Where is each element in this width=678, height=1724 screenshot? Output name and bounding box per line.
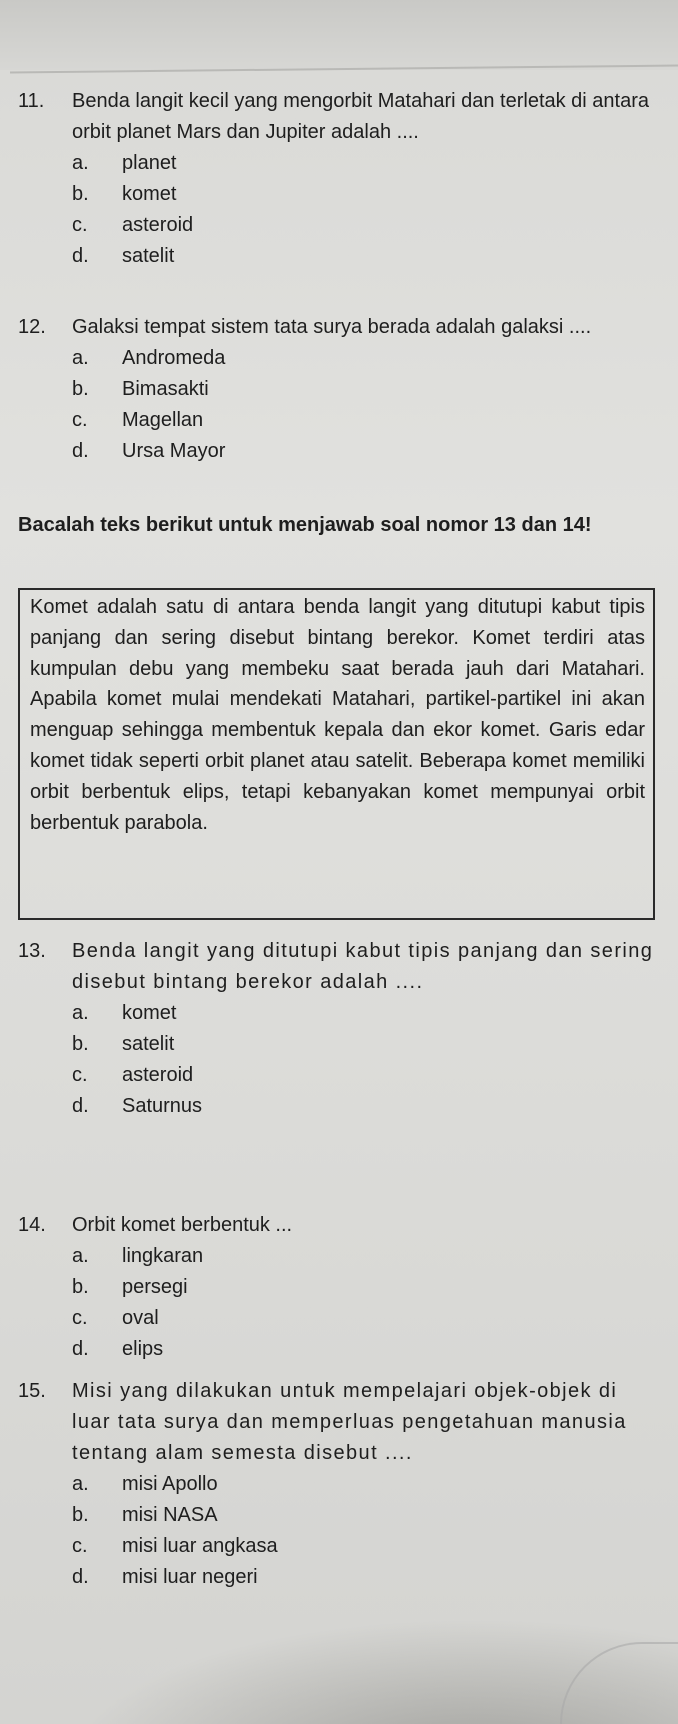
option-d[interactable] bbox=[72, 1091, 658, 1122]
option-letter: a. bbox=[72, 347, 89, 369]
options-list bbox=[72, 1241, 658, 1365]
option-value: misi luar angkasa bbox=[122, 1535, 278, 1557]
option-letter: b. bbox=[72, 1504, 89, 1526]
option-letter: d. bbox=[72, 1338, 89, 1360]
page-top-edge bbox=[0, 0, 678, 70]
question-number: 14. bbox=[18, 1214, 46, 1236]
question-14 bbox=[18, 1210, 658, 1365]
option-b[interactable] bbox=[72, 374, 658, 405]
option-letter: c. bbox=[72, 214, 88, 236]
reading-passage-text: Komet adalah satu di antara benda langit yang ditutupi kabut tipis panjang dan sering disebut bintang berekor. Komet terdiri atas kumpulan debu yang membeku saat berada jauh dari Matahari. Apabila komet mulai mendekati Matahari, partikel-partikel ini akan menguap sehingga membentuk kepala dan ekor komet. Garis edar komet tidak seperti orbit planet atau satelit. Beberapa komet memiliki orbit berbentuk elips, tetapi kebanyakan komet mempunyai orbit berbentuk parabola. bbox=[30, 596, 645, 834]
question-text: Galaksi tempat sistem tata surya berada adalah galaksi .... bbox=[72, 316, 592, 338]
option-value: Magellan bbox=[122, 409, 204, 431]
question-11 bbox=[18, 86, 658, 272]
question-number: 11. bbox=[18, 90, 45, 112]
question-13 bbox=[18, 936, 658, 1122]
option-b[interactable] bbox=[72, 1029, 658, 1060]
option-b[interactable] bbox=[72, 1272, 658, 1303]
option-value: oval bbox=[122, 1307, 159, 1329]
options-list bbox=[72, 1469, 658, 1593]
option-value: komet bbox=[122, 1002, 177, 1024]
option-value: Ursa Mayor bbox=[122, 440, 226, 462]
option-value: Bimasakti bbox=[122, 378, 209, 400]
option-letter: a. bbox=[72, 1245, 89, 1267]
option-d[interactable] bbox=[72, 1562, 658, 1593]
option-letter: a. bbox=[72, 1002, 89, 1024]
question-text: Misi yang dilakukan untuk mempelajari objek-objek di luar tata surya dan memperluas pengetahuan manusia tentang alam semesta disebut .... bbox=[72, 1380, 627, 1464]
option-value: misi Apollo bbox=[122, 1473, 218, 1495]
option-value: satelit bbox=[122, 245, 175, 267]
question-12 bbox=[18, 312, 658, 467]
option-letter: b. bbox=[72, 183, 89, 205]
option-b[interactable] bbox=[72, 179, 658, 210]
option-value: lingkaran bbox=[122, 1245, 204, 1267]
option-value: misi luar negeri bbox=[122, 1566, 258, 1588]
option-letter: c. bbox=[72, 1064, 88, 1086]
option-letter: a. bbox=[72, 152, 89, 174]
question-15 bbox=[18, 1376, 658, 1593]
option-value: elips bbox=[122, 1338, 164, 1360]
reading-instruction: Bacalah teks berikut untuk menjawab soal nomor 13 dan 14! bbox=[18, 514, 592, 536]
option-value: persegi bbox=[122, 1276, 188, 1298]
option-c[interactable] bbox=[72, 405, 658, 436]
option-b[interactable] bbox=[72, 1500, 658, 1531]
worksheet-page bbox=[0, 72, 678, 1724]
option-d[interactable] bbox=[72, 241, 658, 272]
option-value: asteroid bbox=[122, 214, 194, 236]
option-c[interactable] bbox=[72, 1303, 658, 1334]
option-d[interactable] bbox=[72, 436, 658, 467]
option-letter: c. bbox=[72, 1307, 88, 1329]
option-c[interactable] bbox=[72, 1531, 658, 1562]
option-value: komet bbox=[122, 183, 177, 205]
reading-passage-box bbox=[18, 588, 655, 920]
option-c[interactable] bbox=[72, 210, 658, 241]
question-text: Benda langit yang ditutupi kabut tipis panjang dan sering disebut bintang berekor adalah .... bbox=[72, 940, 654, 993]
question-number: 15. bbox=[18, 1380, 46, 1402]
options-list bbox=[72, 343, 658, 467]
option-a[interactable] bbox=[72, 1469, 658, 1500]
option-value: Saturnus bbox=[122, 1095, 203, 1117]
option-letter: b. bbox=[72, 1033, 89, 1055]
option-letter: a. bbox=[72, 1473, 89, 1495]
option-a[interactable] bbox=[72, 343, 658, 374]
options-list bbox=[72, 998, 658, 1122]
option-letter: c. bbox=[72, 1535, 88, 1557]
option-value: planet bbox=[122, 152, 177, 174]
option-letter: b. bbox=[72, 378, 89, 400]
option-c[interactable] bbox=[72, 1060, 658, 1091]
option-a[interactable] bbox=[72, 1241, 658, 1272]
question-number: 13. bbox=[18, 940, 46, 962]
option-letter: d. bbox=[72, 1095, 89, 1117]
option-letter: d. bbox=[72, 245, 89, 267]
question-number: 12. bbox=[18, 316, 46, 338]
option-letter: d. bbox=[72, 1566, 89, 1588]
option-letter: d. bbox=[72, 440, 89, 462]
options-list bbox=[72, 148, 658, 272]
question-text: Orbit komet berbentuk ... bbox=[72, 1214, 293, 1236]
option-value: misi NASA bbox=[122, 1504, 218, 1526]
option-d[interactable] bbox=[72, 1334, 658, 1365]
option-a[interactable] bbox=[72, 998, 658, 1029]
option-letter: b. bbox=[72, 1276, 89, 1298]
option-value: asteroid bbox=[122, 1064, 194, 1086]
option-value: satelit bbox=[122, 1033, 175, 1055]
question-text: Benda langit kecil yang mengorbit Matahari dan terletak di antara orbit planet Mars dan Jupiter adalah .... bbox=[72, 90, 650, 143]
option-a[interactable] bbox=[72, 148, 658, 179]
option-letter: c. bbox=[72, 409, 88, 431]
option-value: Andromeda bbox=[122, 347, 226, 369]
